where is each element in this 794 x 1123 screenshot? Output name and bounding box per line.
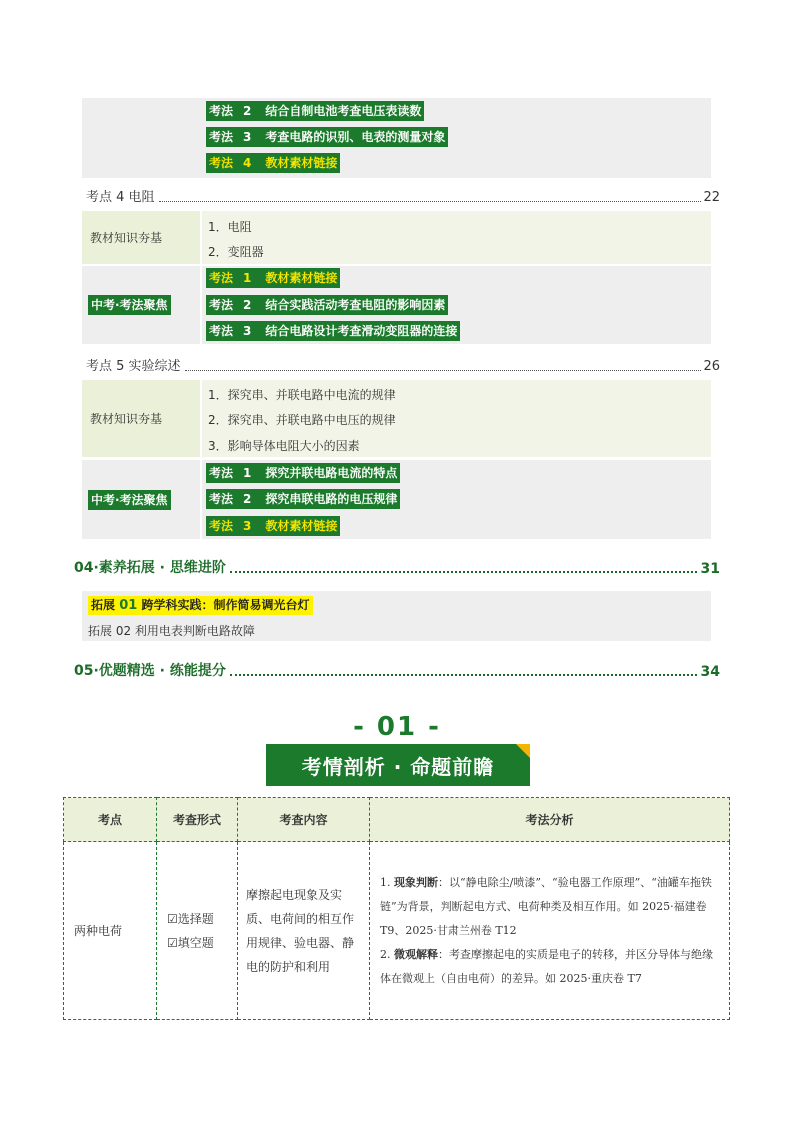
method-tag bbox=[206, 516, 340, 536]
form-fill: ☑填空题 bbox=[167, 935, 214, 950]
method-item[interactable] bbox=[206, 463, 400, 483]
knowledge-item[interactable]: 2．变阻器 bbox=[208, 245, 264, 259]
method-text: 教材素材链接 bbox=[265, 519, 338, 533]
cell-form bbox=[157, 842, 238, 1020]
method-tag bbox=[206, 268, 340, 288]
header-form: 考查形式 bbox=[157, 798, 238, 842]
toc-point5-title: 考点 5 实验综述 bbox=[86, 359, 181, 374]
banner-corner-decoration bbox=[516, 744, 530, 758]
method-number: 4 bbox=[243, 156, 252, 170]
method-item[interactable] bbox=[206, 268, 340, 288]
method-item[interactable] bbox=[206, 101, 424, 121]
analysis-table bbox=[63, 797, 730, 1020]
method-prefix: 考法 bbox=[209, 156, 234, 170]
knowledge-item[interactable]: 2．探究串、并联电路中电压的规律 bbox=[208, 413, 396, 427]
knowledge-item[interactable]: 3．影响导体电阻大小的因素 bbox=[208, 439, 360, 453]
knowledge-label: 教材知识夯基 bbox=[90, 231, 163, 245]
leader-dots bbox=[230, 674, 697, 676]
method-item[interactable] bbox=[206, 153, 340, 173]
focus-label: 中考·考法聚焦 bbox=[88, 490, 171, 510]
toc-section-04[interactable] bbox=[74, 557, 720, 577]
section-05-page: 34 bbox=[700, 664, 720, 680]
extension-number: 01 bbox=[119, 598, 138, 613]
cell-point: 两种电荷 bbox=[64, 842, 157, 1020]
analysis-item-1 bbox=[380, 871, 719, 943]
method-tag bbox=[206, 101, 424, 121]
method-tag bbox=[206, 321, 460, 341]
analysis-item-2 bbox=[380, 943, 719, 991]
analysis-text: ：考查摩擦起电的实质是电子的转移，并区分导体与绝缘体在微观上（自由电荷）的差异。如 2025·重庆卷 T7 bbox=[380, 947, 713, 985]
method-prefix: 考法 bbox=[209, 104, 234, 118]
method-text: 结合电路设计考查滑动变阻器的连接 bbox=[265, 324, 458, 338]
method-number: 2 bbox=[243, 298, 252, 312]
toc-section-05[interactable] bbox=[74, 660, 720, 680]
method-number: 1 bbox=[243, 271, 252, 285]
method-text: 探究串联电路的电压规律 bbox=[265, 492, 398, 506]
toc-point4-title: 考点 4 电阻 bbox=[86, 190, 155, 205]
cell-analysis bbox=[370, 842, 730, 1020]
method-tag bbox=[206, 295, 448, 315]
form-choice: ☑选择题 bbox=[167, 911, 214, 926]
method-text: 结合自制电池考查电压表读数 bbox=[265, 104, 422, 118]
analysis-text: ：以“静电除尘/喷漆”、“验电器工作原理”、“油罐车拖铁链”为背景，判断起电方式、电荷种类及相互作用。如 2025·福建卷 T9、2025·甘肃兰州卷 T12 bbox=[380, 875, 712, 937]
analysis-num: 2. bbox=[380, 947, 391, 961]
method-item[interactable] bbox=[206, 127, 448, 147]
method-number: 3 bbox=[243, 519, 252, 533]
method-text: 考查电路的识别、电表的测量对象 bbox=[265, 130, 446, 144]
extension-text: 跨学科实践：制作简易调光台灯 bbox=[141, 598, 310, 612]
method-tag bbox=[206, 463, 400, 483]
analysis-keyword: 现象判断 bbox=[394, 875, 438, 889]
method-text: 探究并联电路电流的特点 bbox=[265, 466, 398, 480]
toc-point4[interactable] bbox=[86, 186, 720, 205]
method-number: 1 bbox=[243, 466, 252, 480]
part-banner: 考情剖析 · 命题前瞻 bbox=[266, 744, 530, 786]
extension-item-01[interactable] bbox=[88, 596, 313, 615]
knowledge-item[interactable]: 1．探究串、并联电路中电流的规律 bbox=[208, 388, 396, 402]
section-04-title: 04·素养拓展 · 思维进阶 bbox=[74, 560, 226, 576]
method-prefix: 考法 bbox=[209, 298, 234, 312]
header-content: 考查内容 bbox=[238, 798, 370, 842]
section-04-page: 31 bbox=[700, 561, 720, 577]
method-number: 3 bbox=[243, 130, 252, 144]
method-text: 教材素材链接 bbox=[265, 271, 338, 285]
method-tag bbox=[206, 489, 400, 509]
method-number: 2 bbox=[243, 104, 252, 118]
method-tag bbox=[206, 127, 448, 147]
method-item[interactable] bbox=[206, 516, 340, 536]
toc-point5[interactable] bbox=[86, 355, 720, 374]
method-item[interactable] bbox=[206, 295, 448, 315]
knowledge-label-cell bbox=[82, 380, 200, 457]
knowledge-item[interactable]: 1．电阻 bbox=[208, 220, 252, 234]
table-header-row bbox=[64, 798, 730, 842]
header-point: 考点 bbox=[64, 798, 157, 842]
knowledge-label: 教材知识夯基 bbox=[90, 412, 163, 426]
leader-dots bbox=[159, 201, 702, 202]
method-item[interactable] bbox=[206, 489, 400, 509]
method-prefix: 考法 bbox=[209, 324, 234, 338]
extension-item-02[interactable]: 拓展 02 利用电表判断电路故障 bbox=[88, 624, 255, 638]
method-number: 3 bbox=[243, 324, 252, 338]
extension-prefix: 拓展 bbox=[91, 598, 116, 612]
method-text: 教材素材链接 bbox=[265, 156, 338, 170]
toc-point4-page: 22 bbox=[703, 190, 720, 205]
leader-dots bbox=[185, 370, 702, 371]
method-prefix: 考法 bbox=[209, 271, 234, 285]
method-text: 结合实践活动考查电阻的影响因素 bbox=[265, 298, 446, 312]
analysis-keyword: 微观解释 bbox=[394, 947, 438, 961]
knowledge-items-cell bbox=[202, 211, 711, 264]
method-prefix: 考法 bbox=[209, 492, 234, 506]
analysis-num: 1. bbox=[380, 875, 391, 889]
toc-point5-page: 26 bbox=[703, 359, 720, 374]
method-item[interactable] bbox=[206, 321, 460, 341]
leader-dots bbox=[230, 571, 697, 573]
method-number: 2 bbox=[243, 492, 252, 506]
method-prefix: 考法 bbox=[209, 466, 234, 480]
section-05-title: 05·优题精选 · 练能提分 bbox=[74, 663, 226, 679]
knowledge-label-cell bbox=[82, 211, 200, 264]
table-row bbox=[64, 842, 730, 1020]
method-prefix: 考法 bbox=[209, 130, 234, 144]
cell-content: 摩擦起电现象及实质、电荷间的相互作用规律、验电器、静电的防护和利用 bbox=[238, 842, 370, 1020]
method-prefix: 考法 bbox=[209, 519, 234, 533]
method-tag bbox=[206, 153, 340, 173]
header-analysis: 考法分析 bbox=[370, 798, 730, 842]
part-number: - 01 - bbox=[353, 712, 441, 742]
focus-label: 中考·考法聚焦 bbox=[88, 295, 171, 315]
